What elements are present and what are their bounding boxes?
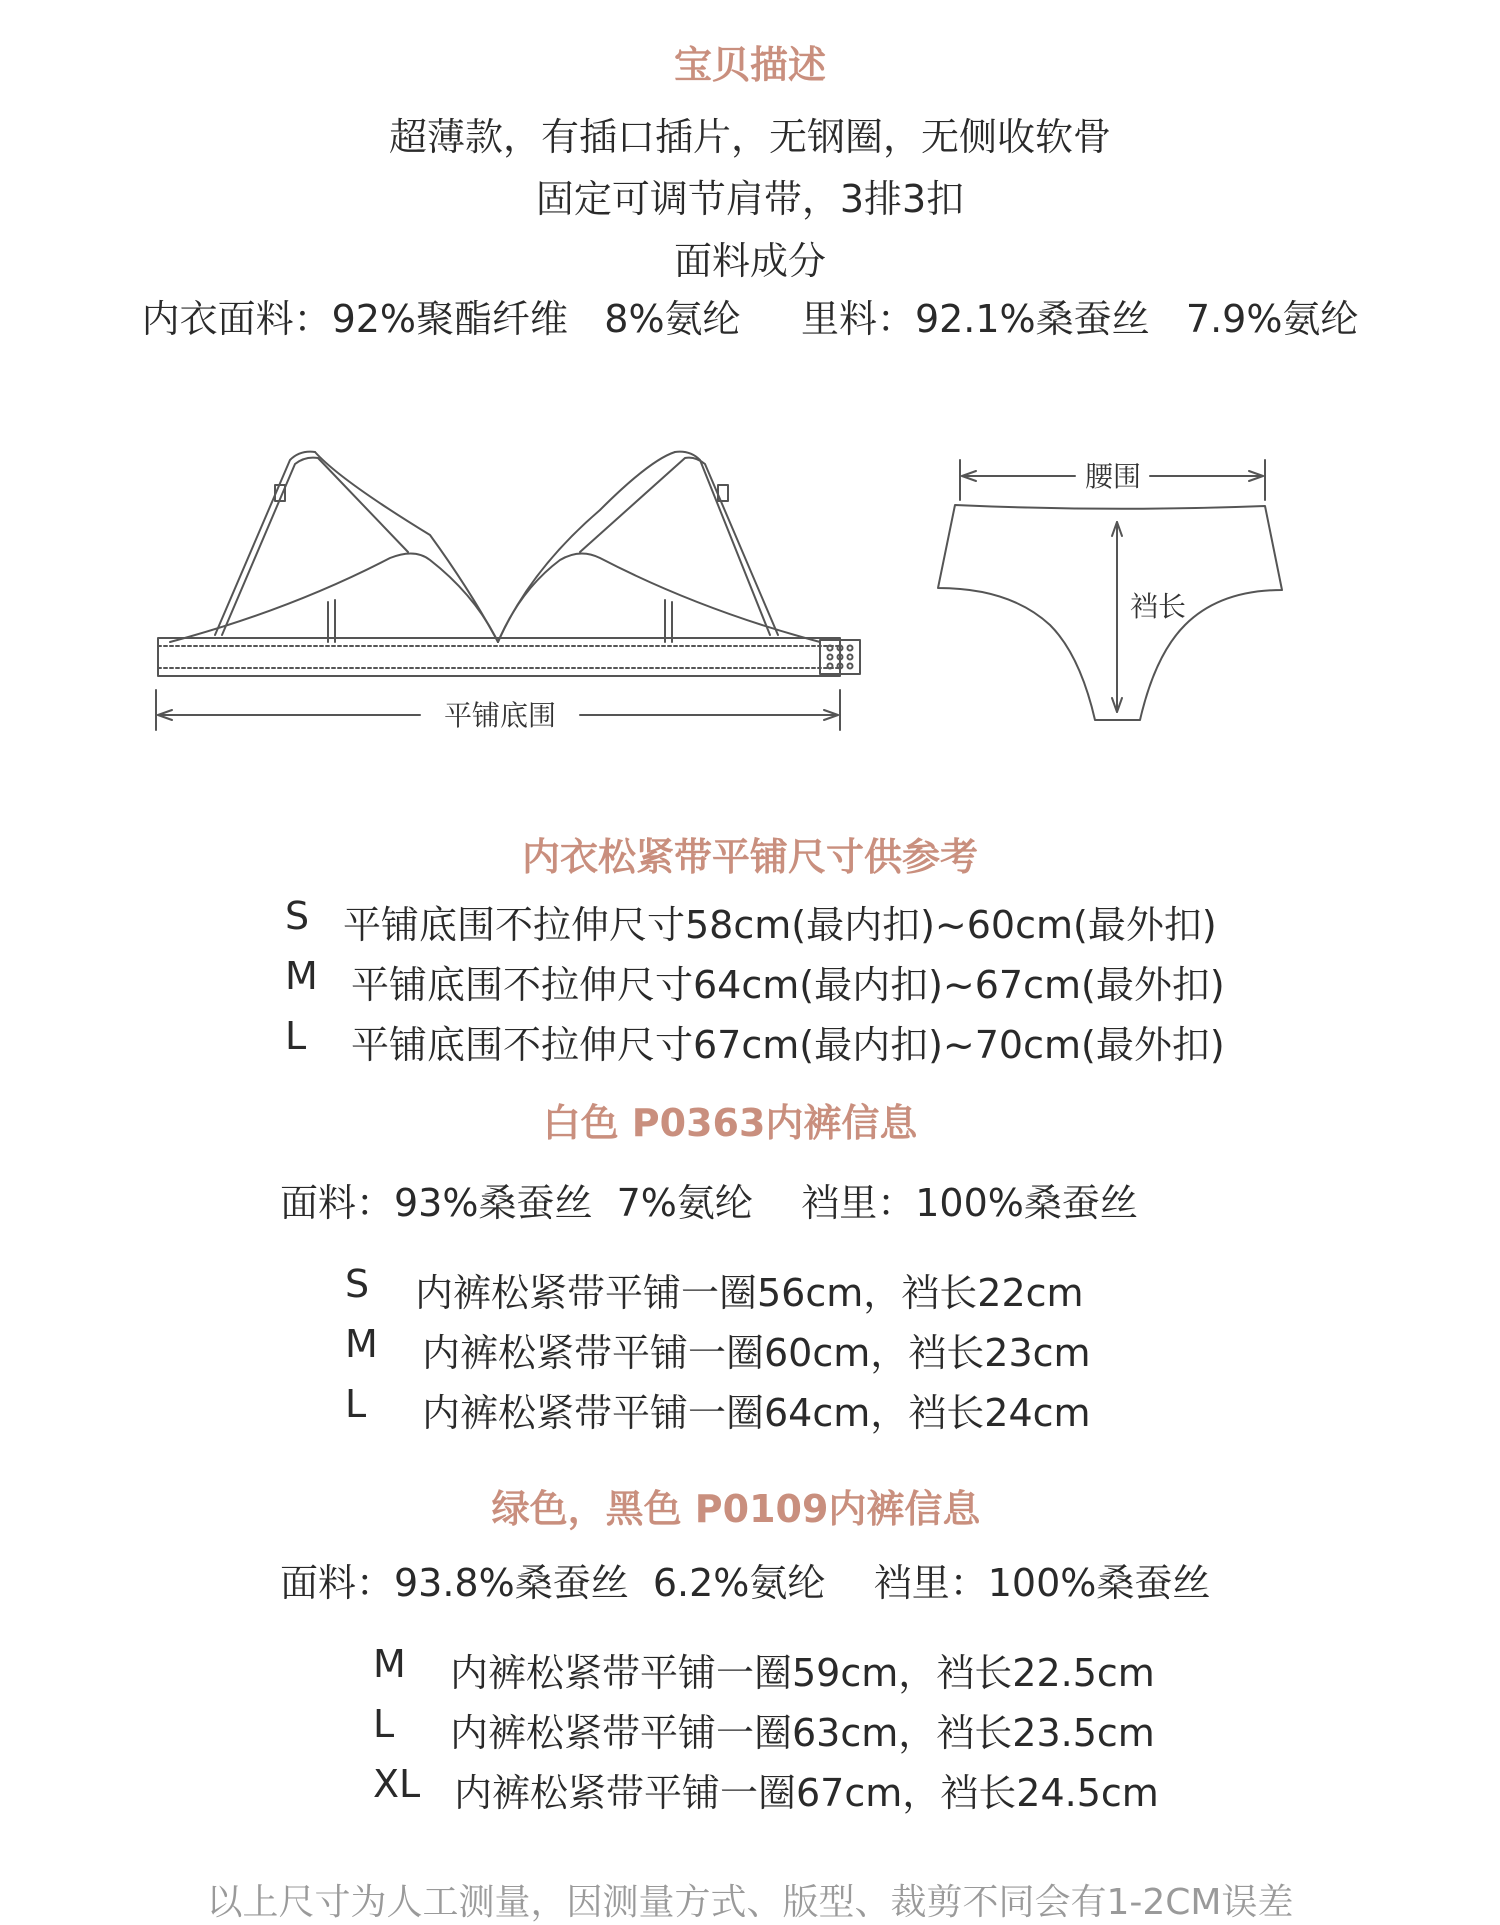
size-label: XL bbox=[373, 1762, 421, 1806]
size-label: M bbox=[345, 1322, 378, 1366]
size-label: L bbox=[373, 1702, 395, 1746]
size-detail: 平铺底围不拉伸尺寸67cm(最内扣)~70cm(最外扣) bbox=[351, 1023, 1225, 1067]
bra-size-title: 内衣松紧带平铺尺寸供参考 bbox=[521, 835, 978, 879]
green-black-panty-material: 面料：93.8%桑蚕丝 6.2%氨纶 裆里：100%桑蚕丝 bbox=[280, 1561, 1211, 1605]
size-label: S bbox=[345, 1262, 370, 1306]
underband-label: 平铺底围 bbox=[443, 699, 557, 732]
green-black-panty-title: 绿色，黑色 P0109内裤信息 bbox=[491, 1487, 981, 1531]
size-detail: 内裤松紧带平铺一圈59cm，裆长22.5cm bbox=[450, 1651, 1155, 1695]
bra-band bbox=[158, 638, 840, 676]
size-detail: 平铺底围不拉伸尺寸64cm(最内扣)~67cm(最外扣) bbox=[351, 963, 1225, 1007]
white-panty-material: 面料：93%桑蚕丝 7%氨纶 裆里：100%桑蚕丝 bbox=[280, 1181, 1138, 1225]
left-cup bbox=[315, 452, 498, 642]
size-label: L bbox=[285, 1014, 307, 1058]
panty-diagram bbox=[930, 450, 1290, 730]
panty-outline bbox=[938, 505, 1282, 720]
size-detail: 内裤松紧带平铺一圈67cm，裆长24.5cm bbox=[454, 1771, 1159, 1815]
size-detail: 内裤松紧带平铺一圈63cm，裆长23.5cm bbox=[450, 1711, 1155, 1755]
size-label: M bbox=[373, 1642, 406, 1686]
size-label: L bbox=[345, 1382, 367, 1426]
description-line-3: 面料成分 bbox=[673, 239, 826, 283]
description-line-2: 固定可调节肩带，3排3扣 bbox=[535, 177, 965, 221]
left-strap bbox=[215, 452, 315, 635]
bra-diagram bbox=[140, 440, 900, 740]
white-panty-title: 白色 P0363内裤信息 bbox=[542, 1101, 918, 1145]
measurement-disclaimer: 以上尺寸为人工测量，因测量方式、版型、裁剪不同会有1-2CM误差 bbox=[206, 1882, 1294, 1923]
crotch-length-label: 裆长 bbox=[1130, 590, 1187, 623]
size-detail: 平铺底围不拉伸尺寸58cm(最内扣)~60cm(最外扣) bbox=[343, 903, 1217, 947]
fabric-composition-line: 内衣面料：92%聚酯纤维 8%氨纶 里料：92.1%桑蚕丝 7.9%氨纶 bbox=[141, 297, 1359, 341]
size-detail: 内裤松紧带平铺一圈64cm，裆长24cm bbox=[422, 1391, 1091, 1435]
waist-label: 腰围 bbox=[1084, 460, 1142, 493]
description-title: 宝贝描述 bbox=[673, 43, 826, 87]
size-label: S bbox=[285, 894, 310, 938]
size-label: M bbox=[285, 954, 318, 998]
description-line-1: 超薄款，有插口插片，无钢圈，无侧收软骨 bbox=[388, 115, 1111, 159]
right-strap bbox=[675, 452, 770, 635]
size-detail: 内裤松紧带平铺一圈60cm，裆长23cm bbox=[422, 1331, 1091, 1375]
size-detail: 内裤松紧带平铺一圈56cm，裆长22cm bbox=[415, 1271, 1084, 1315]
